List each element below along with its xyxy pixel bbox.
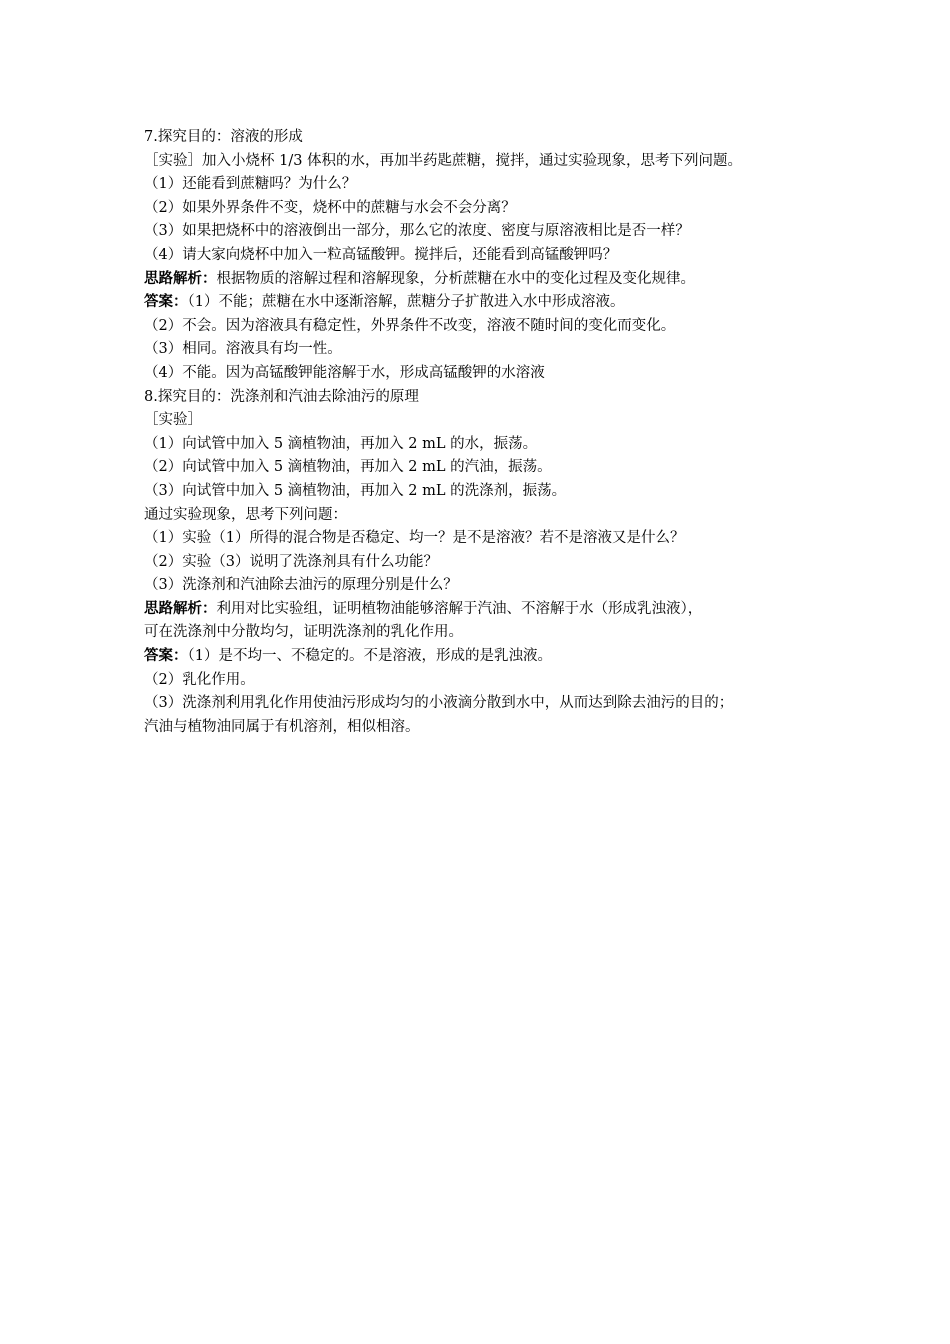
- q8-prompt: 通过实验现象，思考下列问题：: [144, 506, 347, 523]
- q8-title: 8.探究目的：洗涤剂和汽油去除油污的原理: [144, 388, 419, 405]
- q7-answer-3: （3）相同。溶液具有均一性。: [144, 341, 342, 358]
- q8-experiment-label: ［实验］: [144, 412, 202, 429]
- q8-answer-label: 答案：: [144, 648, 188, 665]
- q8-question-2: （2）实验（3）说明了洗涤剂具有什么功能？: [144, 553, 438, 570]
- q8-analysis: [144, 598, 824, 622]
- q7-question-2: （2）如果外界条件不变，烧杯中的蔗糖与水会不会分离？: [144, 199, 516, 216]
- q8-answer-3-continued: 汽油与植物油同属于有机溶剂，相似相溶。: [144, 718, 420, 735]
- q8-analysis-label: 思路解析：: [144, 600, 217, 617]
- document-page: [144, 126, 824, 739]
- q7-question-4: （4）请大家向烧杯中加入一粒高锰酸钾。搅拌后，还能看到高锰酸钾吗？: [144, 246, 618, 263]
- q7-question-1: （1）还能看到蔗糖吗？为什么？: [144, 176, 357, 193]
- q7-question-3: （3）如果把烧杯中的溶液倒出一部分，那么它的浓度、密度与原溶液相比是否一样？: [144, 223, 690, 240]
- q7-answer-label: 答案：: [144, 294, 188, 311]
- q8-answer-1: （1）是不均一、不稳定的。不是溶液，形成的是乳浊液。: [187, 648, 552, 665]
- q8-analysis-text: 利用对比实验组，证明植物油能够溶解于汽油、不溶解于水（形成乳浊液），: [216, 600, 703, 617]
- q7-analysis: [144, 268, 824, 292]
- q7-answer-4: （4）不能。因为高锰酸钾能溶解于水，形成高锰酸钾的水溶液: [144, 364, 545, 381]
- q8-analysis-continued: 可在洗涤剂中分散均匀，证明洗涤剂的乳化作用。: [144, 624, 463, 641]
- q8-step-3: （3）向试管中加入 5 滴植物油，再加入 2 mL 的洗涤剂，振荡。: [144, 482, 567, 499]
- q8-answer-2: （2）乳化作用。: [144, 671, 255, 688]
- q8-question-1: （1）实验（1）所得的混合物是否稳定、均一？是不是溶液？若不是溶液又是什么？: [144, 530, 685, 547]
- q8-question-3: （3）洗涤剂和汽油除去油污的原理分别是什么？: [144, 577, 458, 594]
- q7-answer-2: （2）不会。因为溶液具有稳定性，外界条件不改变，溶液不随时间的变化而变化。: [144, 317, 676, 334]
- q7-experiment: ［实验］加入小烧杯 1/3 体积的水，再加半药匙蔗糖，搅拌，通过实验现象，思考下列问题。: [144, 152, 743, 169]
- q7-title: 7.探究目的：溶液的形成: [144, 129, 303, 145]
- q7-answer: [144, 291, 824, 315]
- q8-step-1: （1）向试管中加入 5 滴植物油，再加入 2 mL 的水，振荡。: [144, 435, 538, 452]
- q8-answer: [144, 645, 824, 669]
- q7-analysis-label: 思路解析：: [144, 270, 217, 287]
- q7-analysis-text: 根据物质的溶解过程和溶解现象，分析蔗糖在水中的变化过程及变化规律。: [216, 270, 695, 287]
- q8-step-2: （2）向试管中加入 5 滴植物油，再加入 2 mL 的汽油，振荡。: [144, 459, 552, 476]
- q8-answer-3: （3）洗涤剂利用乳化作用使油污形成均匀的小液滴分散到水中，从而达到除去油污的目的；: [144, 695, 734, 712]
- q7-answer-1: （1）不能；蔗糖在水中逐渐溶解，蔗糖分子扩散进入水中形成溶液。: [187, 294, 625, 311]
